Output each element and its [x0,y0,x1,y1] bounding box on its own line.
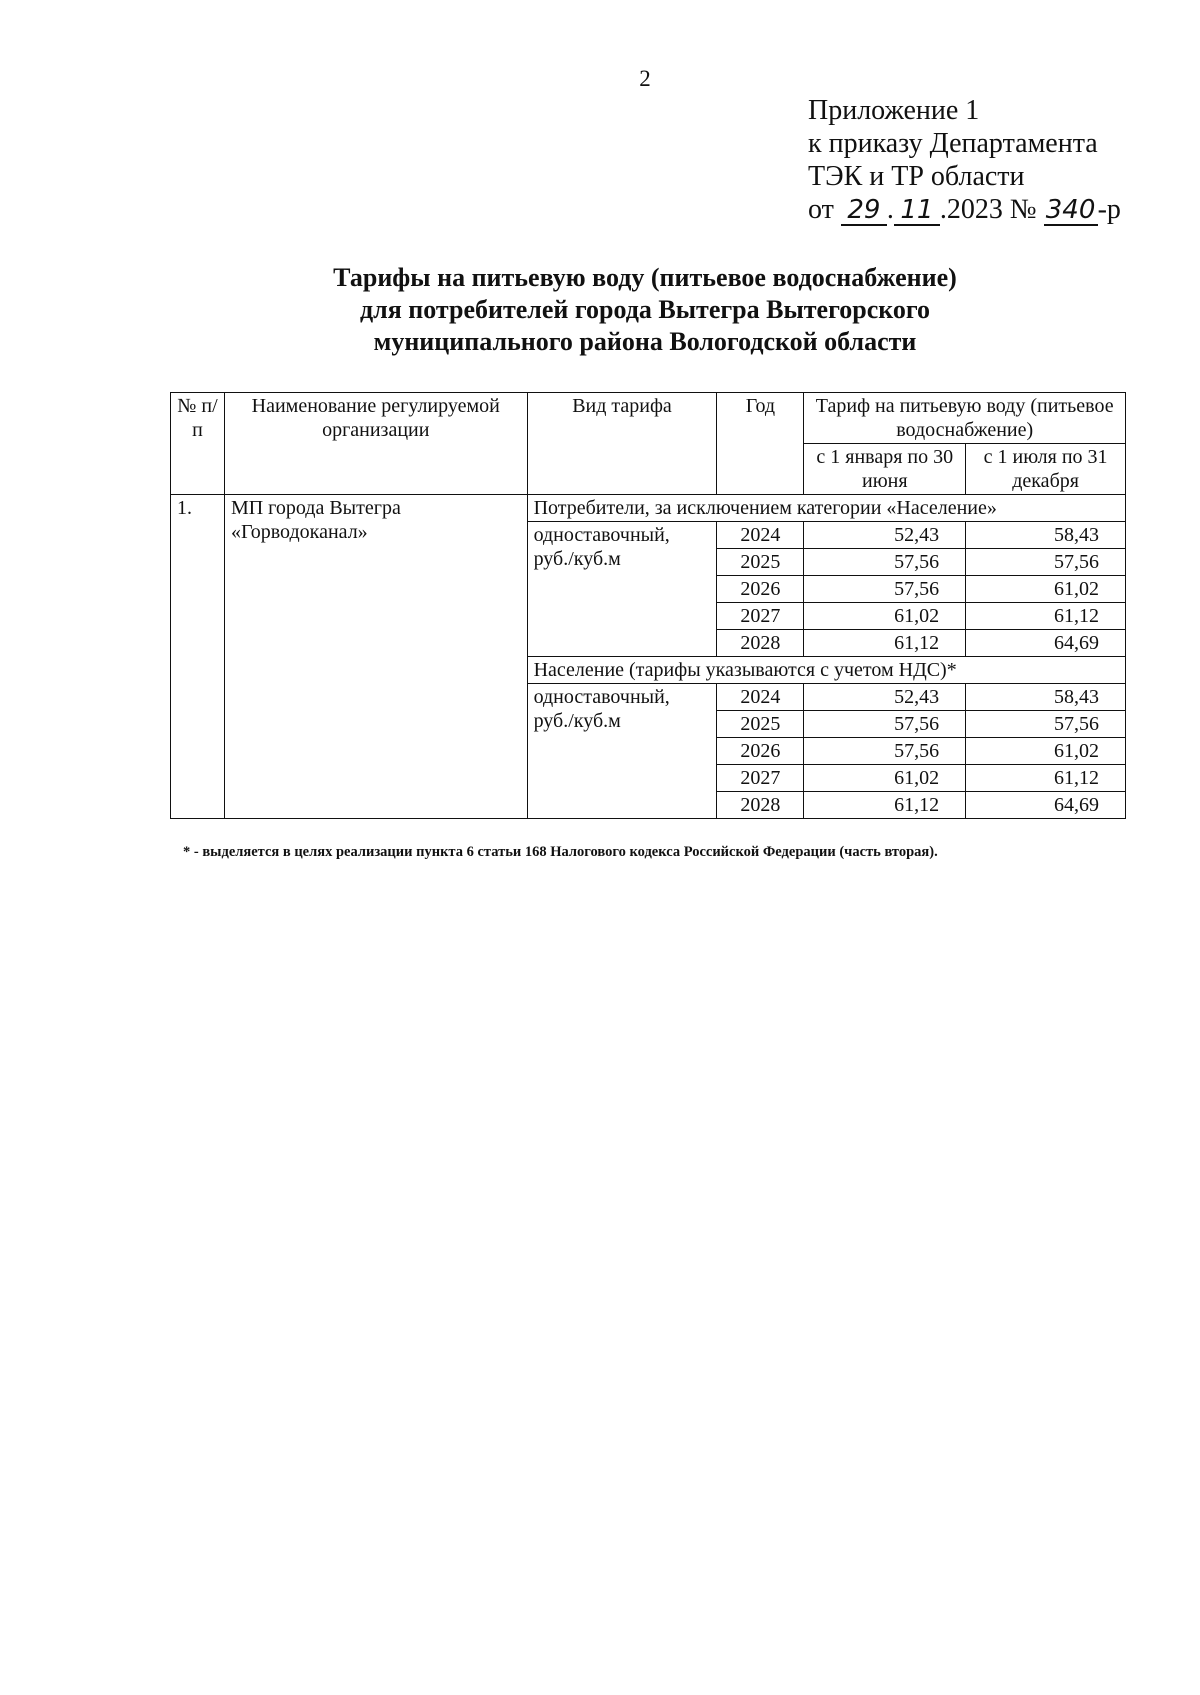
document-title [0,262,1200,358]
tariff-value-h1: 61,02 [804,765,966,792]
section-title-row [171,495,1126,522]
year-cell: 2024 [717,522,804,549]
appendix-line-1: Приложение 1 [808,95,980,126]
handwritten-order-number: 340 [1044,196,1098,226]
tariff-type: одноставочный, руб./куб.м [527,522,717,657]
year-cell: 2024 [717,684,804,711]
title-line-2: для потребителей города Вытегра Вытегорского [359,295,931,324]
year-cell: 2025 [717,549,804,576]
tariff-value-h1: 57,56 [804,549,966,576]
section-title: Потребители, за исключением категории «Население» [527,495,1125,522]
date-year: .2023 № [939,194,1037,225]
tariff-value-h2: 64,69 [966,792,1126,819]
appendix-line-3: ТЭК и ТР области [808,161,1025,192]
footnote: * - выделяется в целях реализации пункта 6 статьи 168 Налогового кодекса Российской Федерации (часть вторая). [183,844,938,860]
order-suffix: -р [1097,194,1121,225]
tariff-value-h1: 61,12 [804,792,966,819]
year-cell: 2027 [717,765,804,792]
year-cell: 2026 [717,738,804,765]
header-org: Наименование регулируемой организации [224,393,527,495]
organization-name: МП города Вытегра «Горводоканал» [224,495,527,819]
tariff-value-h1: 52,43 [804,684,966,711]
tariff-value-h1: 57,56 [804,711,966,738]
row-number: 1. [171,495,225,819]
year-cell: 2028 [717,792,804,819]
header-period-1: с 1 января по 30 июня [804,444,966,495]
tariff-value-h2: 61,02 [966,576,1126,603]
tariff-value-h2: 57,56 [966,711,1126,738]
date-prefix: от [808,194,834,225]
year-cell: 2028 [717,630,804,657]
tariff-value-h2: 61,12 [966,765,1126,792]
tariff-value-h1: 52,43 [804,522,966,549]
appendix-block [808,94,1121,226]
handwritten-month: 11 [894,196,940,226]
tariff-value-h1: 57,56 [804,576,966,603]
appendix-date-line: от 29 . 11 .2023 № 340-р [808,194,1121,225]
page-number: 2 [639,66,651,91]
tariff-value-h2: 64,69 [966,630,1126,657]
tariff-value-h1: 57,56 [804,738,966,765]
year-cell: 2027 [717,603,804,630]
header-type: Вид тарифа [527,393,717,495]
appendix-line-2: к приказу Департамента [808,128,1098,159]
header-tariff: Тариф на питьевую воду (питьевое водоснабжение) [804,393,1126,444]
tariff-value-h1: 61,02 [804,603,966,630]
tariff-value-h2: 61,12 [966,603,1126,630]
tariff-value-h2: 57,56 [966,549,1126,576]
tariff-value-h1: 61,12 [804,630,966,657]
tariff-type: одноставочный, руб./куб.м [527,684,717,819]
year-cell: 2025 [717,711,804,738]
title-line-1: Тарифы на питьевую воду (питьевое водоснабжение) [333,263,957,292]
tariff-table [170,392,1126,819]
tariff-value-h2: 61,02 [966,738,1126,765]
header-period-2: с 1 июля по 31 декабря [966,444,1126,495]
title-line-3: муниципального района Вологодской области [373,327,917,356]
header-row [171,393,1126,444]
handwritten-day: 29 [841,196,887,226]
year-cell: 2026 [717,576,804,603]
header-num: № п/п [171,393,225,495]
tariff-value-h2: 58,43 [966,522,1126,549]
tariff-value-h2: 58,43 [966,684,1126,711]
section-title: Население (тарифы указываются с учетом НДС)* [527,657,1125,684]
header-year: Год [717,393,804,495]
